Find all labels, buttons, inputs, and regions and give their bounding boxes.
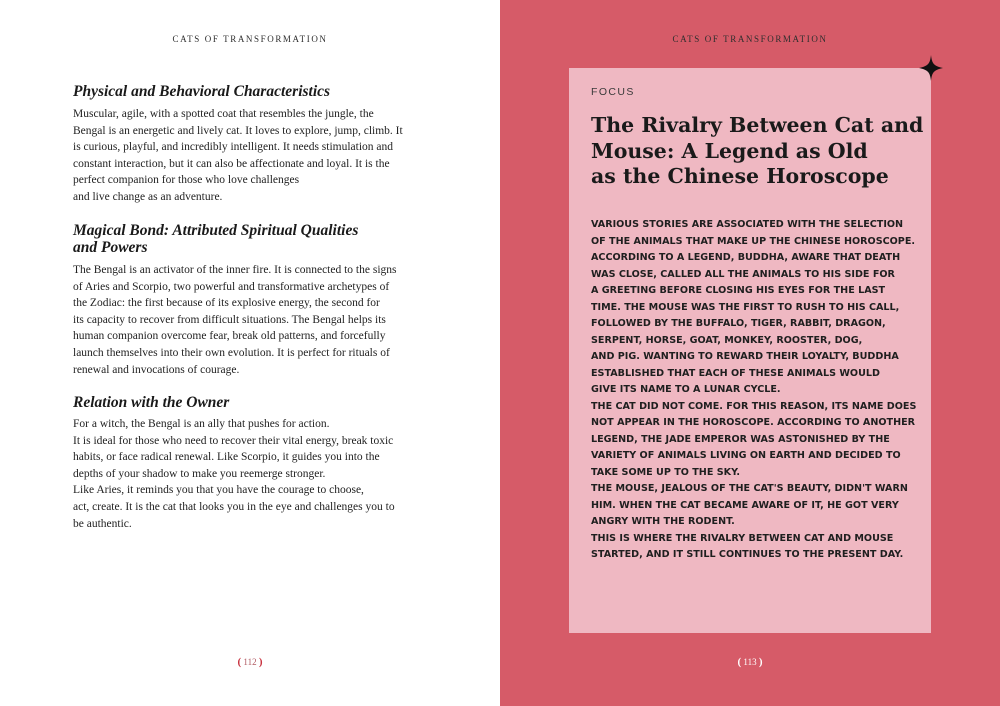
focus-text-line: HIM. WHEN THE CAT BECAME AWARE OF IT, HE GOT VERY (591, 499, 899, 511)
focus-label: FOCUS (591, 86, 635, 98)
focus-text-line: WAS CLOSE, CALLED ALL THE ANIMALS TO HIS SIDE FOR (591, 268, 895, 280)
focus-text-line: FOLLOWED BY THE BUFFALO, TIGER, RABBIT, DRAGON, (591, 318, 886, 329)
section-body-magical-bond (73, 262, 433, 378)
text-line: constant interaction, but it can also be affectionate and loyal. It is the (73, 157, 390, 170)
focus-text-line: THIS IS WHERE THE RIVALRY BETWEEN CAT AND MOUSE (591, 532, 894, 544)
text-line: perfect companion for those who love challenges (73, 174, 300, 187)
section-body-characteristics (73, 106, 433, 206)
focus-text-line: AND PIG. WANTING TO REWARD THEIR LOYALTY, BUDDHA (591, 351, 899, 362)
focus-text-line: GIVE ITS NAME TO A LUNAR CYCLE. (591, 384, 781, 395)
folio-bracket-open: ( (737, 656, 742, 668)
focus-text-line: ESTABLISHED THAT EACH OF THESE ANIMALS WOULD (591, 367, 880, 379)
text-line: depths of your shadow to make you reemerge stronger. (73, 467, 326, 480)
page-number-left (0, 656, 500, 668)
text-line: For a witch, the Bengal is an ally that pushes for action. (73, 418, 330, 430)
focus-text-line: SERPENT, HORSE, GOAT, MONKEY, ROOSTER, DOG, (591, 334, 863, 346)
heading-line: Physical and Behavioral Characteristics (73, 83, 331, 100)
section-heading-magical-bond (73, 222, 433, 256)
focus-text-line: STARTED, AND IT STILL CONTINUES TO THE PRESENT DAY. (591, 549, 904, 560)
section-heading-relation (73, 394, 433, 411)
focus-text-line: THE CAT DID NOT COME. FOR THIS REASON, ITS NAME DOES (591, 400, 917, 412)
focus-text-line: OF THE ANIMALS THAT MAKE UP THE CHINESE HOROSCOPE. (591, 235, 916, 247)
focus-text-line: VARIETY OF ANIMALS LIVING ON EARTH AND DECIDED TO (591, 450, 901, 461)
text-line: its capacity to recover from difficult situations. The Bengal helps its (73, 313, 386, 326)
text-line: habits, or face radical renewal. Like Scorpio, it guides you into the (73, 451, 380, 464)
title-line: The Rivalry Between Cat and (591, 113, 924, 137)
right-page (500, 0, 1000, 706)
text-line: and live change as an adventure. (73, 190, 223, 203)
focus-text-line: VARIOUS STORIES ARE ASSOCIATED WITH THE SELECTION (591, 219, 904, 230)
focus-text-line: NOT APPEAR IN THE HOROSCOPE. ACCORDING TO ANOTHER (591, 417, 916, 428)
heading-line: and Powers (73, 239, 148, 256)
focus-text-line: ANGRY WITH THE RODENT. (591, 516, 735, 527)
focus-text-line: TIME. THE MOUSE WAS THE FIRST TO RUSH TO HIS CALL, (591, 301, 900, 313)
focus-text-line: TAKE SOME UP TO THE SKY. (591, 466, 741, 478)
text-line: Muscular, agile, with a spotted coat that resembles the jungle, the (73, 108, 374, 120)
focus-body (591, 217, 921, 564)
text-line: the Zodiac: the first because of its explosive energy, the second for (73, 297, 380, 310)
text-line: launch themselves into their own evolution. It is perfect for rituals of (73, 346, 390, 359)
text-line: Like Aries, it reminds you that you have the courage to choose, (73, 484, 364, 497)
folio-bracket-open: ( (237, 656, 242, 668)
text-line: of Aries and Scorpio, two powerful and transformative archetypes of (73, 280, 390, 293)
heading-line: Magical Bond: Attributed Spiritual Qualities (73, 222, 359, 239)
text-line: The Bengal is an activator of the inner fire. It is connected to the signs (73, 264, 397, 276)
focus-text-line: LEGEND, THE JADE EMPEROR WAS ASTONISHED BY THE (591, 433, 890, 445)
four-point-star-icon (919, 55, 943, 81)
title-line: as the Chinese Horoscope (591, 164, 889, 188)
page-number-value: 113 (743, 657, 757, 667)
text-line: human companion overcome fear, break old patterns, and forcefully (73, 330, 386, 343)
page-number-right (500, 656, 1000, 668)
running-head-left: CATS OF TRANSFORMATION (172, 34, 328, 44)
page-number-value: 112 (243, 657, 257, 667)
focus-title (591, 113, 924, 190)
folio-bracket-close: ) (258, 656, 263, 668)
text-line: renewal and invocations of courage. (73, 363, 240, 376)
text-line: act, create. It is the cat that looks you in the eye and challenges you to (73, 500, 395, 513)
section-body-relation (73, 416, 433, 532)
section-heading-characteristics (73, 83, 433, 100)
focus-box (569, 68, 931, 633)
focus-text-line: A GREETING BEFORE CLOSING HIS EYES FOR THE LAST (591, 285, 886, 296)
folio-bracket-close: ) (758, 656, 763, 668)
running-head-right: CATS OF TRANSFORMATION (672, 34, 828, 44)
text-line: is curious, playful, and incredibly intelligent. It needs stimulation and (73, 141, 394, 154)
focus-text-line: THE MOUSE, JEALOUS OF THE CAT'S BEAUTY, DIDN'T WARN (591, 483, 908, 494)
focus-text-line: ACCORDING TO A LEGEND, BUDDHA, AWARE THAT DEATH (591, 252, 901, 263)
title-line: Mouse: A Legend as Old (591, 138, 868, 163)
text-line: be authentic. (73, 517, 132, 530)
heading-line: Relation with the Owner (73, 394, 230, 411)
text-line: Bengal is an energetic and lively cat. It loves to explore, jump, climb. It (73, 124, 403, 137)
text-line: It is ideal for those who need to recover their vital energy, break toxic (73, 434, 394, 447)
